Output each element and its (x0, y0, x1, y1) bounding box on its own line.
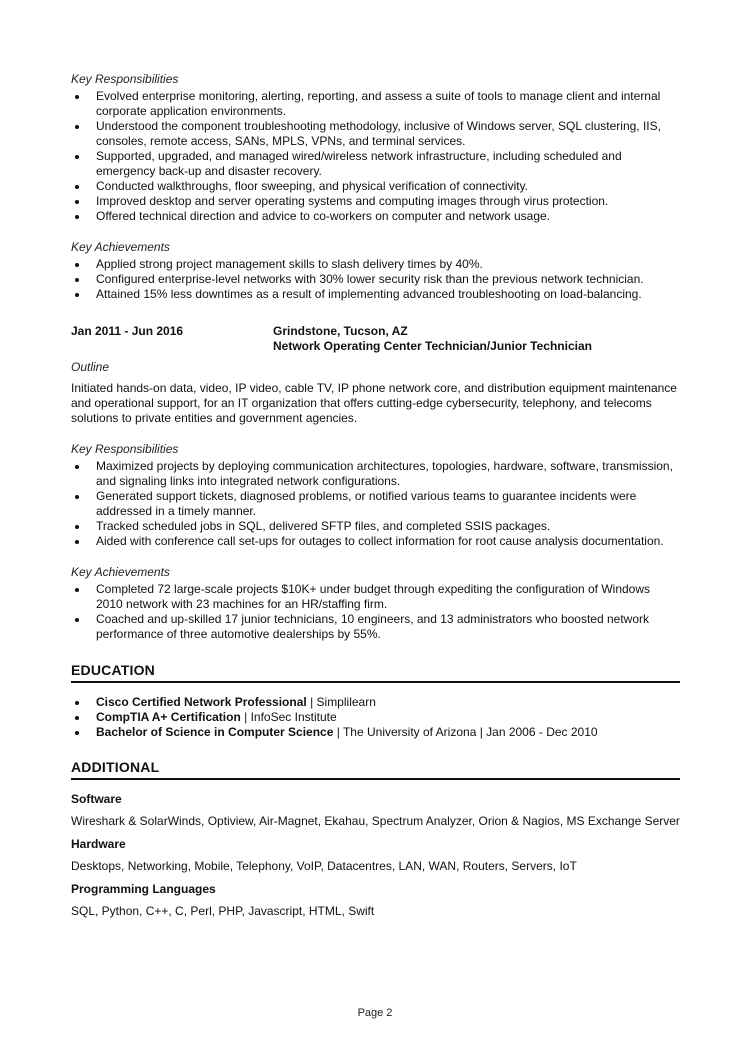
list-item: Evolved enterprise monitoring, alerting, reporting, and assess a suite of tools to manage client and internal corporate application environments. (71, 89, 680, 119)
education-name: Cisco Certified Network Professional (96, 695, 307, 709)
outline-heading: Outline (71, 360, 110, 374)
responsibilities-heading: Key Responsibilities (71, 72, 179, 86)
job-outline: Initiated hands-on data, video, IP video, cable TV, IP phone network core, and distribution equipment maintenance and operational support, for an IT organization that offers cutting-edge cybersecurity, telephony, and telecoms solutions to private entities and government agencies. (71, 381, 677, 425)
job-header (71, 324, 680, 354)
education-details: | Simplilearn (306, 695, 376, 709)
list-item: Attained 15% less downtimes as a result of implementing advanced troubleshooting on load-balancing. (71, 287, 680, 302)
list-item: Offered technical direction and advice to co-workers on computer and network usage. (71, 209, 680, 224)
list-item: Aided with conference call set-ups for outages to collect information for root cause analysis documentation. (71, 534, 680, 549)
list-item: Supported, upgraded, and managed wired/wireless network infrastructure, including scheduled and emergency back-up and disaster recovery. (71, 149, 680, 179)
software-list: Wireshark & SolarWinds, Optiview, Air-Magnet, Ekahau, Spectrum Analyzer, Orion & Nagios, MS Exchange Server (71, 814, 680, 828)
education-name: Bachelor of Science in Computer Science (96, 725, 334, 739)
education-details: | The University of Arizona | Jan 2006 - Dec 2010 (333, 725, 598, 739)
education-details: | InfoSec Institute (240, 710, 337, 724)
education-item (71, 695, 680, 710)
list-item: Conducted walkthroughs, floor sweeping, and physical verification of connectivity. (71, 179, 680, 194)
page-number: Page 2 (357, 1007, 393, 1019)
list-item: Understood the component troubleshooting methodology, inclusive of Windows server, SQL clustering, IIS, consoles, remote access, SANs, MPLS, VPNs, and terminal services. (71, 119, 680, 149)
achievements-heading: Key Achievements (71, 565, 170, 579)
hardware-list: Desktops, Networking, Mobile, Telephony, VoIP, Datacentres, LAN, WAN, Routers, Servers, IoT (71, 859, 577, 873)
education-item (71, 710, 680, 725)
resume-page-2 (71, 72, 680, 919)
responsibilities-heading: Key Responsibilities (71, 442, 179, 456)
education-item (71, 725, 680, 740)
software-heading: Software (71, 792, 122, 806)
list-item: Coached and up-skilled 17 junior technicians, 10 engineers, and 13 administrators who boosted network performance of three automotive dealerships by 55%. (71, 612, 680, 642)
list-item: Completed 72 large-scale projects $10K+ under budget through expediting the configuration of Windows 2010 network with 23 machines for an HR/staffing firm. (71, 582, 680, 612)
list-item: Maximized projects by deploying communication architectures, topologies, hardware, software, transmission, and signaling links into integrated network configurations. (71, 459, 680, 489)
list-item: Generated support tickets, diagnosed problems, or notified various teams to guarantee incidents were addressed in a timely manner. (71, 489, 680, 519)
job-dates: Jan 2011 - Jun 2016 (71, 324, 184, 338)
programming-list: SQL, Python, C++, C, Perl, PHP, Javascript, HTML, Swift (71, 904, 375, 918)
responsibilities-list (71, 89, 680, 224)
responsibilities-list (71, 459, 680, 549)
achievements-list (71, 257, 680, 302)
list-item: Tracked scheduled jobs in SQL, delivered SFTP files, and completed SSIS packages. (71, 519, 680, 534)
additional-heading: ADDITIONAL (71, 760, 680, 780)
education-heading: EDUCATION (71, 663, 680, 683)
list-item: Improved desktop and server operating systems and computing images through virus protection. (71, 194, 680, 209)
achievements-list (71, 582, 680, 642)
achievements-heading: Key Achievements (71, 240, 170, 254)
job-company: Grindstone, Tucson, AZ (273, 324, 408, 338)
education-list (71, 695, 680, 740)
hardware-heading: Hardware (71, 837, 126, 851)
job-title: Network Operating Center Technician/Junior Technician (273, 339, 592, 353)
programming-heading: Programming Languages (71, 882, 216, 896)
education-name: CompTIA A+ Certification (96, 710, 241, 724)
list-item: Applied strong project management skills to slash delivery times by 40%. (71, 257, 680, 272)
list-item: Configured enterprise-level networks with 30% lower security risk than the previous network technician. (71, 272, 680, 287)
